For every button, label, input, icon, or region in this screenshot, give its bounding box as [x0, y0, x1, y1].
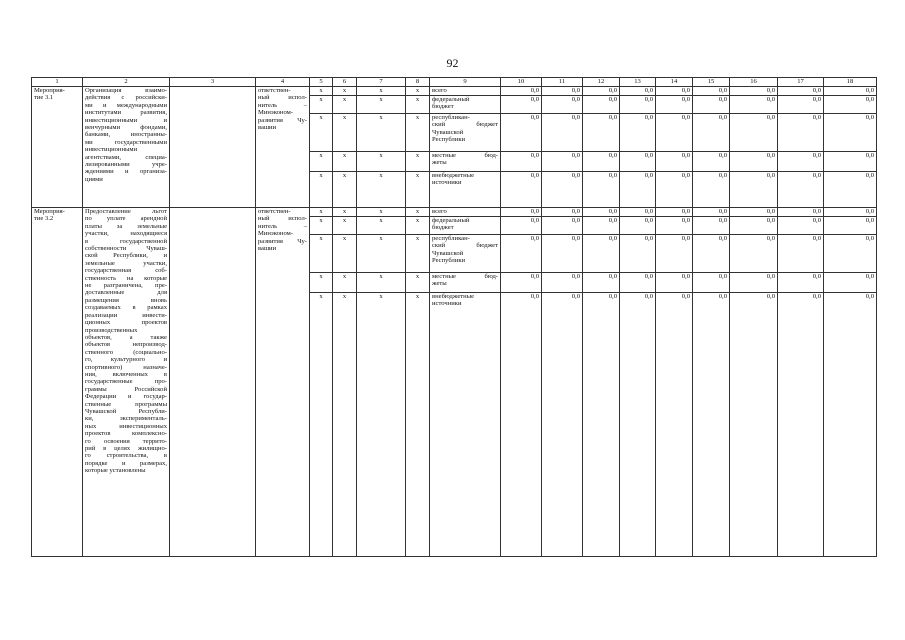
amount-cell: 0,0 — [693, 273, 730, 293]
amount-cell: 0,0 — [693, 96, 730, 114]
amount-cell: 0,0 — [583, 208, 620, 217]
amount-cell: 0,0 — [730, 87, 778, 96]
amount-cell: 0,0 — [542, 273, 583, 293]
event-description-line: ных инвестиционных — [85, 422, 167, 430]
amount-cell: 0,0 — [656, 293, 693, 557]
amount-cell: 0,0 — [730, 208, 778, 217]
code-cell: x — [357, 87, 406, 96]
amount-cell: 0,0 — [501, 87, 542, 96]
executor-line: Минэконом- — [258, 230, 293, 238]
amount-cell: 0,0 — [824, 293, 877, 557]
code-cell: x — [406, 172, 430, 208]
code-cell: x — [357, 293, 406, 557]
event-description-line: ния, включенных в — [85, 370, 167, 378]
funding-source-line: источники — [432, 179, 462, 187]
event-label-line: Мероприя- — [34, 208, 65, 215]
empty-cell — [170, 208, 256, 557]
code-cell: x — [333, 293, 357, 557]
funding-source-line: Чувашской — [432, 128, 464, 136]
amount-cell: 0,0 — [501, 208, 542, 217]
event-description-line: инвестиционными — [85, 146, 138, 154]
column-header: 8 — [406, 78, 430, 87]
code-cell: x — [310, 87, 333, 96]
column-header: 9 — [430, 78, 501, 87]
amount-cell: 0,0 — [824, 273, 877, 293]
column-header: 7 — [357, 78, 406, 87]
executor-cell — [256, 87, 310, 208]
event-description-line: ственные программы — [85, 400, 167, 408]
code-cell: x — [357, 152, 406, 172]
event-description-line: ки, эксперименталь- — [85, 415, 167, 423]
event-description-line: спортивного) назначе- — [85, 363, 167, 371]
amount-cell: 0,0 — [656, 235, 693, 273]
event-description-line: агентствами, специа- — [85, 153, 167, 161]
amount-cell: 0,0 — [542, 293, 583, 557]
code-cell: x — [357, 208, 406, 217]
event-description-line: Федерации и государ- — [85, 393, 167, 401]
code-cell: x — [310, 114, 333, 152]
executor-line: вашии — [258, 245, 277, 253]
amount-cell: 0,0 — [693, 114, 730, 152]
amount-cell: 0,0 — [656, 96, 693, 114]
code-cell: x — [310, 235, 333, 273]
amount-cell: 0,0 — [542, 217, 583, 235]
amount-cell: 0,0 — [583, 217, 620, 235]
code-cell: x — [406, 217, 430, 235]
funding-source-cell — [430, 96, 501, 114]
funding-source-cell — [430, 172, 501, 208]
code-cell: x — [333, 208, 357, 217]
amount-cell: 0,0 — [693, 172, 730, 208]
funding-source-line: жеты — [432, 159, 447, 167]
event-description-line: порядке и размерах, — [85, 459, 167, 467]
amount-cell: 0,0 — [583, 152, 620, 172]
amount-cell: 0,0 — [656, 273, 693, 293]
code-cell: x — [333, 114, 357, 152]
code-cell: x — [310, 208, 333, 217]
event-description-line: которые установлены — [85, 467, 146, 475]
funding-source-line: ский бюджет — [432, 242, 498, 250]
amount-cell: 0,0 — [542, 96, 583, 114]
amount-cell: 0,0 — [730, 172, 778, 208]
event-description-line: Организация взаимо- — [85, 87, 167, 94]
column-header: 4 — [256, 78, 310, 87]
executor-line: вашии — [258, 124, 277, 132]
funding-source-line: внебюджетные — [432, 172, 475, 179]
amount-cell: 0,0 — [583, 87, 620, 96]
funding-source-cell — [430, 293, 501, 557]
amount-cell: 0,0 — [730, 96, 778, 114]
code-cell: x — [357, 96, 406, 114]
amount-cell: 0,0 — [620, 293, 656, 557]
amount-cell: 0,0 — [778, 217, 824, 235]
funding-source-line: жеты — [432, 280, 447, 288]
funding-source-line: бюджет — [432, 103, 454, 111]
table-row — [32, 87, 877, 96]
executor-line: ответствен- — [258, 87, 291, 94]
funding-source-line: всего — [432, 87, 447, 94]
event-description-line: лизированными учре- — [85, 161, 167, 169]
funding-source-line: источники — [432, 300, 462, 308]
code-cell: x — [406, 114, 430, 152]
amount-cell: 0,0 — [824, 152, 877, 172]
funding-source-line: Чувашской — [432, 249, 464, 257]
event-description-line: в государственной — [85, 237, 167, 245]
column-header: 16 — [730, 78, 778, 87]
funding-source-line: Республики — [432, 257, 466, 265]
code-cell: x — [333, 96, 357, 114]
executor-line: нитель – — [258, 101, 307, 109]
code-cell: x — [406, 96, 430, 114]
amount-cell: 0,0 — [778, 114, 824, 152]
amount-cell: 0,0 — [730, 152, 778, 172]
event-description-line: го, культурного и — [85, 356, 167, 364]
code-cell: x — [310, 293, 333, 557]
amount-cell: 0,0 — [656, 152, 693, 172]
event-description-line: ционных проектов — [85, 319, 167, 327]
event-description-line: по уплате арендной — [85, 215, 167, 223]
event-description-line: участки, находящиеся — [85, 230, 167, 238]
amount-cell: 0,0 — [583, 172, 620, 208]
column-header: 17 — [778, 78, 824, 87]
code-cell: x — [333, 235, 357, 273]
column-header: 14 — [656, 78, 693, 87]
funding-source-cell — [430, 273, 501, 293]
funding-source-line: местные бюд- — [432, 152, 498, 159]
amount-cell: 0,0 — [656, 208, 693, 217]
amount-cell: 0,0 — [501, 96, 542, 114]
amount-cell: 0,0 — [542, 235, 583, 273]
event-description-line: ской Республики, и — [85, 252, 167, 260]
event-description-line: Предоставление льгот — [85, 208, 167, 215]
amount-cell: 0,0 — [824, 87, 877, 96]
amount-cell: 0,0 — [620, 208, 656, 217]
funding-source-line: всего — [432, 208, 447, 215]
event-label-line: тие 3.1 — [34, 94, 54, 102]
code-cell: x — [310, 96, 333, 114]
code-cell: x — [333, 273, 357, 293]
event-label-line: тие 3.2 — [34, 215, 54, 223]
event-description-line: ми государственными — [85, 138, 167, 146]
amount-cell: 0,0 — [778, 152, 824, 172]
funding-source-line: местные бюд- — [432, 273, 498, 280]
funding-source-cell — [430, 208, 501, 217]
amount-cell: 0,0 — [824, 208, 877, 217]
column-header: 1 — [32, 78, 83, 87]
funding-source-line: республикан- — [432, 235, 470, 242]
amount-cell: 0,0 — [620, 114, 656, 152]
event-description-line: институтами развития, — [85, 109, 167, 117]
amount-cell: 0,0 — [620, 152, 656, 172]
code-cell: x — [406, 235, 430, 273]
code-cell: x — [357, 235, 406, 273]
funding-source-cell — [430, 152, 501, 172]
event-description-line: платы за земельные — [85, 222, 167, 230]
column-header: 18 — [824, 78, 877, 87]
event-description-line: го строительства, в — [85, 452, 167, 460]
event-description-line: проектов комплексно- — [85, 430, 167, 438]
amount-cell: 0,0 — [693, 208, 730, 217]
event-description-line: рий в целях жилищно- — [85, 445, 167, 452]
event-description-line: государственная соб- — [85, 267, 167, 275]
code-cell: x — [406, 273, 430, 293]
funding-source-cell — [430, 235, 501, 273]
funding-source-line: федеральный — [432, 217, 470, 224]
code-cell: x — [406, 87, 430, 96]
amount-cell: 0,0 — [730, 273, 778, 293]
column-header: 11 — [542, 78, 583, 87]
amount-cell: 0,0 — [778, 293, 824, 557]
column-header: 6 — [333, 78, 357, 87]
header-row — [32, 78, 877, 87]
executor-line: ный испол- — [258, 94, 307, 102]
amount-cell: 0,0 — [620, 235, 656, 273]
event-description-line: ждениями и организа- — [85, 168, 167, 176]
executor-line: ный испол- — [258, 215, 307, 223]
column-header: 13 — [620, 78, 656, 87]
budget-table — [31, 77, 877, 557]
amount-cell: 0,0 — [501, 217, 542, 235]
amount-cell: 0,0 — [824, 217, 877, 235]
amount-cell: 0,0 — [656, 114, 693, 152]
amount-cell: 0,0 — [583, 235, 620, 273]
amount-cell: 0,0 — [542, 208, 583, 217]
amount-cell: 0,0 — [620, 172, 656, 208]
funding-source-line: республикан- — [432, 114, 470, 121]
event-label-cell — [32, 87, 83, 208]
event-description-line: ственность на которые — [85, 274, 167, 282]
event-label-cell — [32, 208, 83, 557]
amount-cell: 0,0 — [693, 152, 730, 172]
executor-line: ответствен- — [258, 208, 291, 215]
event-description-line: земельные участки, — [85, 259, 167, 267]
executor-line: развития Чу- — [258, 116, 307, 124]
event-description-line: го освоения террито- — [85, 437, 167, 445]
amount-cell: 0,0 — [583, 293, 620, 557]
amount-cell: 0,0 — [542, 87, 583, 96]
code-cell: x — [406, 152, 430, 172]
executor-line: развития Чу- — [258, 237, 307, 245]
event-description-line: объектов, а также — [85, 333, 167, 341]
amount-cell: 0,0 — [693, 217, 730, 235]
amount-cell: 0,0 — [583, 273, 620, 293]
code-cell: x — [333, 152, 357, 172]
amount-cell: 0,0 — [542, 172, 583, 208]
amount-cell: 0,0 — [693, 235, 730, 273]
empty-cell — [170, 87, 256, 208]
amount-cell: 0,0 — [824, 96, 877, 114]
funding-source-line: бюджет — [432, 224, 454, 232]
amount-cell: 0,0 — [501, 114, 542, 152]
code-cell: x — [310, 172, 333, 208]
column-header: 10 — [501, 78, 542, 87]
code-cell: x — [357, 114, 406, 152]
amount-cell: 0,0 — [693, 87, 730, 96]
code-cell: x — [357, 273, 406, 293]
event-description-line: ственного (социально- — [85, 348, 167, 356]
executor-cell — [256, 208, 310, 557]
event-description-line: граммы Российской — [85, 385, 167, 393]
code-cell: x — [333, 87, 357, 96]
code-cell: x — [333, 172, 357, 208]
event-description-line: доставленные для — [85, 289, 167, 297]
amount-cell: 0,0 — [501, 293, 542, 557]
executor-line: нитель – — [258, 222, 307, 230]
amount-cell: 0,0 — [778, 273, 824, 293]
executor-line: Минэконом- — [258, 109, 293, 117]
column-header: 3 — [170, 78, 256, 87]
event-description-line: циями — [85, 175, 103, 183]
amount-cell: 0,0 — [501, 235, 542, 273]
amount-cell: 0,0 — [542, 152, 583, 172]
code-cell: x — [310, 152, 333, 172]
amount-cell: 0,0 — [620, 87, 656, 96]
code-cell: x — [357, 172, 406, 208]
code-cell: x — [406, 293, 430, 557]
amount-cell: 0,0 — [730, 235, 778, 273]
amount-cell: 0,0 — [824, 235, 877, 273]
event-description-line: Чувашской Республи- — [85, 407, 167, 415]
amount-cell: 0,0 — [778, 208, 824, 217]
event-description-line: реализации инвести- — [85, 311, 167, 319]
amount-cell: 0,0 — [542, 114, 583, 152]
code-cell: x — [333, 217, 357, 235]
event-description-line: создаваемых в рамках — [85, 304, 167, 312]
amount-cell: 0,0 — [501, 152, 542, 172]
event-description-line: действия с российски- — [85, 94, 167, 102]
funding-source-cell — [430, 87, 501, 96]
code-cell: x — [310, 273, 333, 293]
amount-cell: 0,0 — [583, 96, 620, 114]
amount-cell: 0,0 — [656, 87, 693, 96]
code-cell: x — [310, 217, 333, 235]
amount-cell: 0,0 — [730, 293, 778, 557]
event-description-line: не разграничена, пре- — [85, 282, 167, 290]
code-cell: x — [357, 217, 406, 235]
event-description-line: объектов непроизвод- — [85, 341, 167, 349]
event-description-line: ми и международными — [85, 101, 167, 109]
amount-cell: 0,0 — [501, 273, 542, 293]
page-number: 92 — [446, 56, 459, 70]
funding-source-line: Республики — [432, 136, 466, 144]
amount-cell: 0,0 — [656, 217, 693, 235]
event-description-line: банками, иностранны- — [85, 131, 167, 139]
event-description-line: размещения вновь — [85, 296, 167, 304]
amount-cell: 0,0 — [824, 172, 877, 208]
column-header: 15 — [693, 78, 730, 87]
amount-cell: 0,0 — [620, 217, 656, 235]
event-description-cell — [83, 208, 170, 557]
amount-cell: 0,0 — [730, 217, 778, 235]
amount-cell: 0,0 — [693, 293, 730, 557]
amount-cell: 0,0 — [778, 96, 824, 114]
amount-cell: 0,0 — [778, 87, 824, 96]
amount-cell: 0,0 — [824, 114, 877, 152]
funding-source-line: федеральный — [432, 96, 470, 103]
amount-cell: 0,0 — [620, 273, 656, 293]
amount-cell: 0,0 — [778, 235, 824, 273]
event-description-line: венчурными фондами, — [85, 124, 167, 132]
column-header: 5 — [310, 78, 333, 87]
event-description-line: инвестиционными и — [85, 116, 167, 124]
funding-source-cell — [430, 114, 501, 152]
event-description-line: собственности Чуваш- — [85, 245, 167, 253]
funding-source-line: ский бюджет — [432, 121, 498, 129]
column-header: 2 — [83, 78, 170, 87]
amount-cell: 0,0 — [730, 114, 778, 152]
table-row — [32, 208, 877, 217]
code-cell: x — [406, 208, 430, 217]
column-header: 12 — [583, 78, 620, 87]
funding-source-cell — [430, 217, 501, 235]
event-label-line: Мероприя- — [34, 87, 65, 94]
event-description-cell — [83, 87, 170, 208]
funding-source-line: внебюджетные — [432, 293, 475, 300]
amount-cell: 0,0 — [620, 96, 656, 114]
event-description-line: производственных — [85, 326, 138, 334]
amount-cell: 0,0 — [656, 172, 693, 208]
amount-cell: 0,0 — [501, 172, 542, 208]
amount-cell: 0,0 — [778, 172, 824, 208]
event-description-line: государственные про- — [85, 378, 167, 386]
amount-cell: 0,0 — [583, 114, 620, 152]
